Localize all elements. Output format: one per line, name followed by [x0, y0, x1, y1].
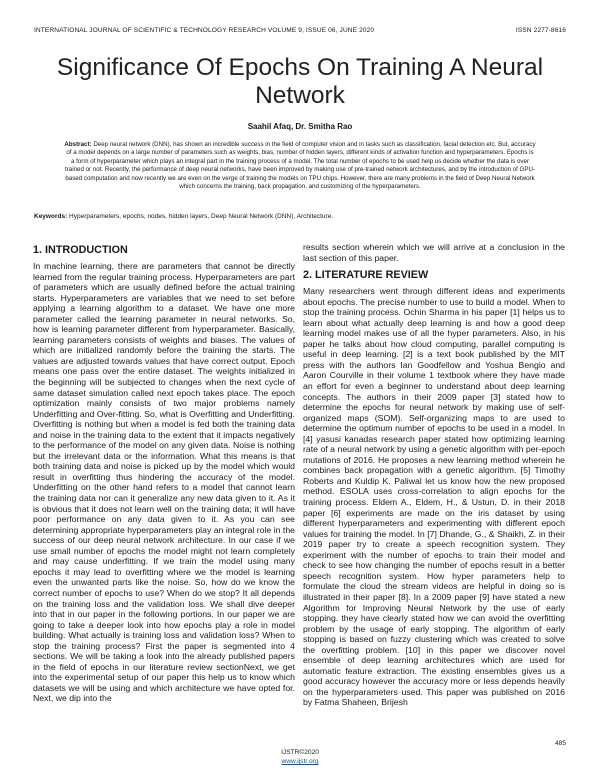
section-heading-literature-review: 2. LITERATURE REVIEW [303, 269, 429, 282]
introduction-text: In machine learning, there are parameters that cannot be directly learned from the regular training process. Hyperparameters are part of parameters which are usually defined before the actual training starts. Hyperparameters are variables that we need to set before applying a learning algorithm to a dataset. We have one more parameter called the learning parameter in neural networks. So, how is learning parameter different from hyperparameter. Basically, learning parameters consists of weights and biases. The values of which are initialized randomly before the training the starts. The values are adjusted towards values that have correct output. Epoch means one pass over the entire dataset. The weights initialized in the beginning will be subjected to changes when the next cycle of same dataset simulation called next epoch takes place. The epoch optimization mainly consists of two major problems namely Underfitting and Over-fitting. So, what is Overfitting and Underfitting. Overfitting is nothing but when a model is fed both the training data and noise in the training data to the extent that it impacts negatively to the performance of the model on any given data. Noise is nothing but the irrelevant data or the information. What this means is that both training data and noise is picked up by the model which would result in overfitting thus hindering the accuracy of the model. Underfitting on the other hand refers to a model that cannot learn the training data nor can it generalize any new data given to it. As it is obvious that it does not learn well on the training data; it will have poor performance on any data given to it. As you can see determining appropriate hyperparameters play an integral role in the success of our deep neural network architecture. In our case if we use small number of epochs the model might not learn completely and may cause underfitting. If we train the model using many epochs it may lead to overfitting where we the model is learning even the unwanted parts like the noise. So, how do we know the correct number of epochs to use? When do we stop? It all depends on the training loss and the validation loss. We shall dive deeper into that in our paper in the following portions. In our paper we are going to take a deeper look into how epochs play a role in model building. What actually is training loss and validation loss? When to stop the training process? First the paper is segmented into 4 sections. We will be taking a look into the already published papers in the field of epochs in our literature review sectionNext, we get into the experimental setup of our paper this help us to know which datasets we will be using and which architecture we have opted for. Next, we dip into the [33, 261, 295, 704]
footer-copyright: IJSTR©2020 [281, 749, 319, 756]
paper-title: Significance Of Epochs On Training A Neural Network [56, 54, 544, 109]
keywords [34, 213, 566, 220]
abstract [64, 141, 536, 192]
right-column [303, 242, 565, 708]
left-column [33, 242, 295, 704]
journal-name: INTERNATIONAL JOURNAL OF SCIENTIFIC & TECHNOLOGY RESEARCH VOLUME 9, ISSUE 06, JUNE 2020 [34, 27, 375, 34]
running-header [34, 27, 566, 34]
introduction-continued-text: results section wherein which we will arrive at a conclusion in the last section of this paper. [303, 242, 565, 263]
abstract-text: Deep neural network (DNN), has shown an incredible success in the field of computer vision and in tasks such as classification, facial detection etc. But, accuracy of a model depends on a large number of parameters such as weights, bias, number of hidden layers, different kinds of activation function and hyperparameters. Epochs is a form of hyperparameter which plays an integral part in the training process of a model. The total number of epochs to be used help us decide whether the data is over trained or not. Recently, the performance of deep neural networks, have been improved by making use of pre-trained network architectures, and by the introduction of GPU-based computation and now recently we are even on the verge of training the models on TPU chips. However, there are many problems in the field of Deep Neural Network which concerns the training, back propagation, and customizing of the hyperparameters. [64, 141, 536, 191]
authors: Saahil Afaq, Dr. Smitha Rao [247, 122, 353, 131]
issn: ISSN 2277-8616 [515, 27, 566, 34]
page-footer [0, 748, 600, 766]
keywords-label: Keywords: [34, 213, 68, 220]
literature-review-text: Many researchers went through different ideas and experiments about epochs. The precise number to use to build a model. When to stop the training process. Ochin Sharma in his paper [1] helps us to learn about what actually deep learning is and how a good deep learning model makes use of all the hyper parameters. Also, in his paper he talks about how cloud computing, parallel computing is useful in deep learning. [2] is a text book published by the MIT press with the authors Ian Goodfellow and Yoshua Bengio and Aaron Courville in their volume 1 textbook where they have made an effort for even a beginner to understand about deep learning concepts. The authors in their 2009 paper [3] stated how to determine the epochs for neural network by making use of self-organized maps (SOM). Self-organizing maps to are used to determine the optimum number of epochs to be used in a model. In [4] yasusi kanadas research paper stated how optimizing learning rate of a neural network by using a genetic algorithm with per-epoch mutations of 2016. He proposes a new learning method wherein he combines back propagation with a genetic algorithm. [5] Timothy Roberts and Kuldip K. Paliwal let us know how the new proposed method. ESOLA uses cross-correlation to align epochs for the training process. Eldem A., Eldem, H., & Ustun, D. in their 2018 paper [6] experiments are made on the iris dataset by using different hyperparameters and experimenting with different epoch values for training the model. In [7] Dhande, G., & Shaikh, Z. in their 2019 paper try to create a speech recognition system. They experiment with the number of epochs to train their model and check to see how changing the number of epochs result in a better speech recognition system. How hyper parameters help to formulate the cloud the stream videos are helpful in doing so is illustrated in their paper [8]. In a 2009 paper [9] have stated a new Algorithm for Improving Neural Network by the use of early stopping. they have clearly stated how we can avoid the overfitting problem by the usage of early stopping. The algorithm of early stopping is based on fuzzy clustering which was created to solve the overfitting problem. [10] in this paper we discover novel ensemble of deep learning architectures which are used for automatic feature extraction. The existing ensembles gives us a good accuracy however the accuracy more or less depends heavily on the hyperparameters used. This paper was published on 2016 by Fatma Shaheen, Brijesh [303, 286, 565, 708]
keywords-text: Hyperparameters, epochs, nodes, hidden layers, Deep Neural Network (DNN), Architecture. [69, 213, 334, 220]
page-number: 485 [554, 740, 566, 747]
footer-url-link[interactable]: www.ijstr.org [281, 758, 319, 765]
section-heading-introduction: 1. INTRODUCTION [33, 244, 128, 256]
abstract-label: Abstract: [64, 141, 92, 148]
